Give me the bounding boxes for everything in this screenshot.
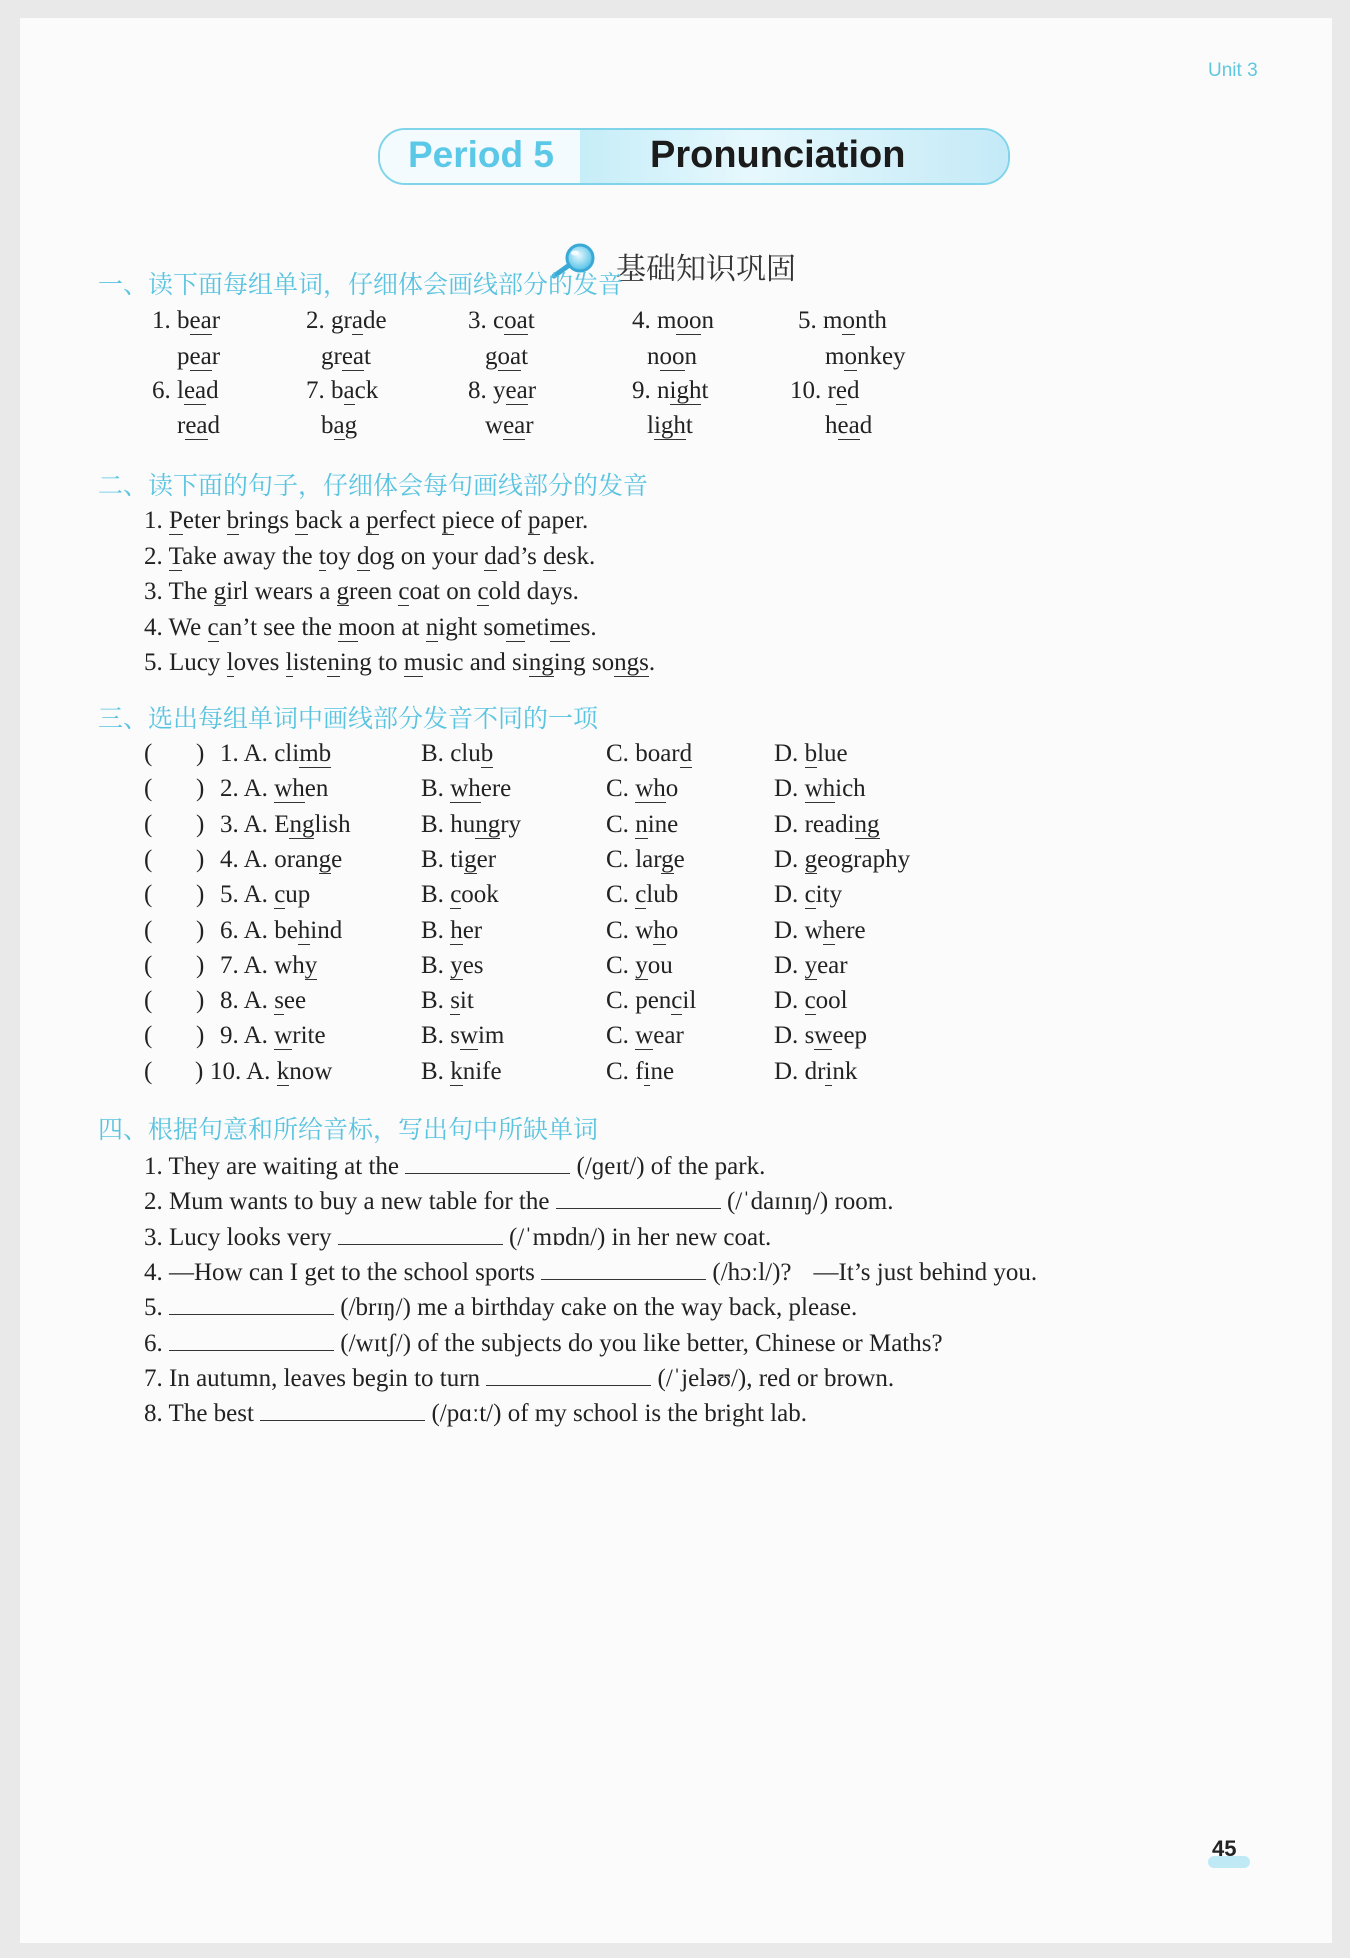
option-d: D. reading [774, 810, 880, 838]
part2-heading: 二、读下面的句子，仔细体会每句画线部分的发音 [98, 471, 649, 500]
answer-bracket-close: ) [196, 845, 205, 873]
blank-sentence: 4. —How can I get to the school sports (/hɔːl/)? —It’s just behind you. [144, 1258, 1038, 1286]
section-title: 基础知识巩固 [616, 252, 796, 287]
workbook-page [20, 18, 1332, 1943]
answer-bracket-open: ( [144, 740, 153, 767]
answer-blank[interactable] [169, 1292, 334, 1315]
option-d: D. drink [774, 1057, 858, 1085]
option-c: C. pencil [606, 987, 697, 1015]
answer-bracket-open: ( [144, 1022, 153, 1050]
option-d: D. blue [774, 740, 848, 767]
option-b: B. sit [421, 987, 474, 1015]
option-d: D. which [774, 775, 866, 803]
option-c: C. club [606, 881, 679, 909]
sentence: 5. Lucy loves listening to music and singing songs. [144, 649, 656, 676]
answer-blank[interactable] [486, 1363, 651, 1386]
answer-blank[interactable] [541, 1257, 706, 1280]
answer-blank[interactable] [169, 1328, 334, 1351]
answer-bracket-open: ( [144, 881, 153, 909]
option-a: 10. A. know [210, 1057, 333, 1085]
option-c: C. wear [606, 1022, 684, 1050]
option-d: D. where [774, 916, 866, 944]
sentence: 2. Take away the toy dog on your dad’s desk. [144, 542, 596, 570]
answer-bracket-open: ( [144, 1057, 153, 1085]
option-d: D. sweep [774, 1022, 868, 1050]
option-b: B. cook [421, 881, 499, 909]
part1-heading: 一、读下面每组单词，仔细体会画线部分的发音 [98, 270, 624, 299]
option-c: C. fine [606, 1057, 675, 1085]
option-d: D. city [774, 881, 843, 909]
answer-bracket-open: ( [144, 845, 153, 873]
word-pair-second: monkey [825, 343, 906, 370]
word-pair-second: pear [177, 343, 221, 370]
option-b: B. where [421, 775, 512, 803]
option-c: C. who [606, 775, 679, 803]
answer-blank[interactable] [260, 1398, 425, 1421]
option-b: B. swim [421, 1022, 505, 1050]
option-a: 5. A. cup [220, 881, 311, 909]
option-a: 2. A. when [220, 775, 329, 803]
answer-bracket-close: ) [196, 881, 205, 909]
answer-bracket-close: ) [196, 951, 205, 979]
answer-bracket-close: ) [196, 740, 205, 767]
word-pair: 2. grade [306, 307, 387, 334]
sentence: 4. We can’t see the moon at night sometimes. [144, 613, 597, 641]
word-pair-second: noon [647, 343, 697, 370]
word-pair-second: wear [485, 412, 534, 439]
answer-bracket-close: ) [196, 775, 205, 803]
word-pair-second: read [177, 412, 221, 439]
answer-bracket-close: ) [195, 1057, 204, 1085]
word-pair: 4. moon [632, 307, 714, 334]
word-pair-second: head [825, 412, 873, 439]
option-b: B. yes [421, 951, 484, 979]
option-a: 6. A. behind [220, 916, 343, 944]
answer-bracket-close: ) [196, 810, 205, 838]
blank-sentence: 1. They are waiting at the (/ɡeɪt/) of the park. [144, 1153, 766, 1180]
option-a: 3. A. English [220, 810, 351, 838]
option-c: C. you [606, 951, 673, 979]
word-pair: 6. lead [152, 377, 219, 404]
word-pair-second: bag [321, 412, 358, 439]
part4-heading: 四、根据句意和所给音标，写出句中所缺单词 [98, 1115, 599, 1144]
word-pair-second: great [321, 343, 371, 370]
option-a: 7. A. why [220, 951, 318, 979]
answer-bracket-open: ( [144, 916, 153, 944]
page-title: Pronunciation [650, 134, 906, 176]
sentence: 3. The girl wears a green coat on cold days. [144, 578, 579, 605]
answer-bracket-open: ( [144, 951, 153, 979]
option-b: B. tiger [421, 845, 497, 873]
answer-bracket-close: ) [196, 987, 205, 1015]
option-a: 4. A. orange [220, 845, 343, 873]
option-c: C. who [606, 916, 679, 944]
word-pair: 7. back [306, 377, 379, 404]
option-b: B. her [421, 916, 483, 944]
period-banner [378, 128, 1010, 185]
option-c: C. nine [606, 810, 679, 838]
option-a: 8. A. see [220, 987, 307, 1015]
answer-blank[interactable] [338, 1222, 503, 1245]
blank-sentence: 8. The best (/pɑːt/) of my school is the bright lab. [144, 1400, 807, 1428]
option-b: B. knife [421, 1057, 502, 1085]
option-a: 1. A. climb [220, 740, 332, 767]
word-pair: 1. bear [152, 307, 221, 334]
unit-label: Unit 3 [1208, 60, 1258, 81]
word-pair: 3. coat [468, 307, 535, 334]
answer-bracket-close: ) [196, 916, 205, 944]
option-d: D. year [774, 951, 848, 979]
blank-sentence: 3. Lucy looks very (/ˈmɒdn/) in her new coat. [144, 1223, 772, 1251]
part3-heading: 三、选出每组单词中画线部分发音不同的一项 [98, 704, 599, 733]
answer-bracket-close: ) [196, 1022, 205, 1050]
answer-bracket-open: ( [144, 775, 153, 803]
blank-sentence: 7. In autumn, leaves begin to turn (/ˈjeləʊ/), red or brown. [144, 1364, 895, 1392]
answer-blank[interactable] [556, 1186, 721, 1209]
option-c: C. large [606, 845, 685, 873]
sentence: 1. Peter brings back a perfect piece of paper. [144, 507, 589, 534]
answer-bracket-open: ( [144, 987, 153, 1015]
word-pair-second: light [647, 412, 693, 439]
blank-sentence: 5. (/brɪŋ/) me a birthday cake on the way back, please. [144, 1294, 858, 1322]
option-a: 9. A. write [220, 1022, 326, 1050]
page-number: 45 [1212, 1836, 1237, 1861]
blank-sentence: 2. Mum wants to buy a new table for the (/ˈdaɪnɪŋ/) room. [144, 1188, 894, 1216]
option-d: D. cool [774, 987, 848, 1015]
answer-blank[interactable] [405, 1151, 570, 1174]
option-c: C. board [606, 740, 693, 767]
word-pair-second: goat [485, 343, 529, 370]
option-b: B. hungry [421, 810, 522, 838]
option-d: D. geography [774, 845, 911, 873]
answer-bracket-open: ( [144, 810, 153, 838]
blank-sentence: 6. (/wɪtʃ/) of the subjects do you like better, Chinese or Maths? [144, 1329, 943, 1357]
word-pair: 8. year [468, 377, 537, 404]
word-pair: 5. month [798, 307, 887, 334]
word-pair: 10. red [790, 377, 860, 404]
word-pair: 9. night [632, 377, 709, 404]
option-b: B. club [421, 740, 494, 767]
period-label: Period 5 [408, 134, 554, 175]
